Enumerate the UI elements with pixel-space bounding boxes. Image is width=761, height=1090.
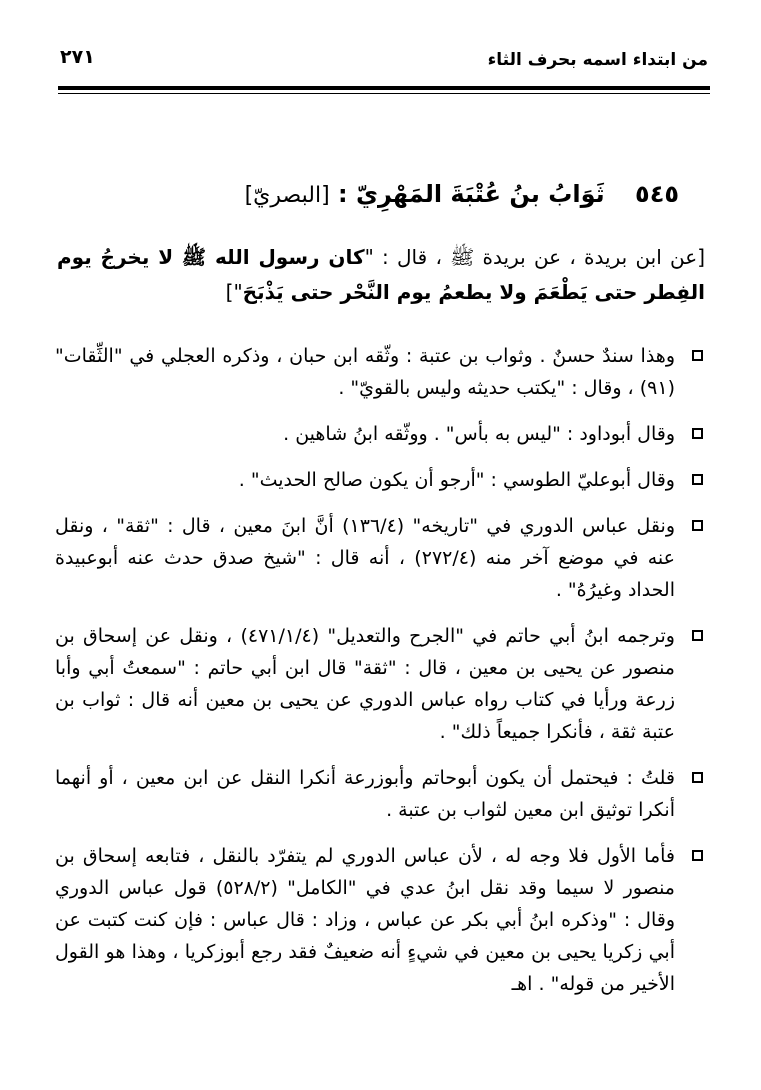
commentary-paragraph xyxy=(55,762,705,826)
entry-name: ثَوَابُ بنُ عُتْبَةَ المَهْرِيّ : xyxy=(338,180,605,208)
commentary-paragraph xyxy=(55,340,705,404)
paragraph-text: وقال أبوداود : "ليس به بأس" . ووثّقه ابنُ شاهين . xyxy=(283,423,675,445)
page-number: ٢٧١ xyxy=(60,46,95,68)
square-bullet-icon xyxy=(692,772,703,783)
commentary-paragraph xyxy=(55,418,705,450)
header-rule-thick xyxy=(58,86,710,90)
commentary xyxy=(55,340,705,1014)
hadith-text xyxy=(57,240,705,310)
entry-number: ٥٤٥ xyxy=(635,180,679,208)
commentary-paragraph xyxy=(55,464,705,496)
square-bullet-icon xyxy=(692,520,703,531)
hadith-matn: كان رسول الله ﷺ لا يخرجُ يوم الفِطر حتى يَطْعَمَ ولا يطعمُ يوم النَّحْر حتى يَذْبَحَ xyxy=(57,245,705,304)
square-bullet-icon xyxy=(692,474,703,485)
paragraph-text: وهذا سندٌ حسنٌ . وثواب بن عتبة : وثّقه ابن حبان ، وذكره العجلي في "الثِّقات" (٩١) ، وقال : "يكتب حديثه وليس بالقويّ" . xyxy=(55,345,675,399)
page-header xyxy=(58,44,708,74)
commentary-paragraph xyxy=(55,840,705,1000)
paragraph-text: ونقل عباس الدوري في "تاريخه" (١٣٦/٤) أنَّ ابنَ معين ، قال : "ثقة" ، ونقل عنه في موضع آخر منه (٢٧٢/٤) ، أنه قال : "شيخ صدق حدث عنه أبوعبيدة الحداد وغيرُهُ" . xyxy=(55,515,676,601)
hadith-closing: "] xyxy=(225,280,243,304)
running-title: من ابتداء اسمه بحرف الثاء xyxy=(487,50,708,70)
entry-heading xyxy=(79,180,679,208)
square-bullet-icon xyxy=(692,350,703,361)
paragraph-text: فأما الأول فلا وجه له ، لأن عباس الدوري لم يتفرّد بالنقل ، فتابعه إسحاق بن منصور لا سيما وقد نقل ابنُ عدي في "الكامل" (٥٢٨/٢) قول عباس الدوري وقال : "وذكره ابنُ أبي بكر عن عباس ، وزاد : قال عباس : فإن كنت كتبت عن أبي زكريا يحيى بن معين في شيءٍ أنه ضعيفٌ فقد رجع أبوزكريا ، وهذا هو القول الأخير من قوله" . اهـ xyxy=(55,845,675,995)
square-bullet-icon xyxy=(692,850,703,861)
commentary-paragraph xyxy=(55,620,705,748)
hadith-isnad: [عن ابن بريدة ، عن بريدة ﷺ ، قال : " xyxy=(364,245,705,269)
square-bullet-icon xyxy=(692,428,703,439)
paragraph-text: وترجمه ابنُ أبي حاتم في "الجرح والتعديل" (٤٧١/١/٤) ، ونقل عن إسحاق بن منصور عن يحيى بن معين ، قال : "ثقة" قال ابن أبي حاتم : "سمعتُ أبي وأبا زرعة ورأيا في كتاب رواه عباس الدوري عن يحيى بن معين أنه قال : ثواب بن عتبة ثقة ، فأنكرا جميعاً ذلك" . xyxy=(55,625,675,743)
header-rule-thin xyxy=(58,93,710,94)
square-bullet-icon xyxy=(692,630,703,641)
paragraph-text: وقال أبوعليّ الطوسي : "أرجو أن يكون صالح الحديث" . xyxy=(238,469,675,491)
commentary-paragraph xyxy=(55,510,705,606)
entry-origin: [البصريّ] xyxy=(244,183,330,208)
paragraph-text: قلتُ : فيحتمل أن يكون أبوحاتم وأبوزرعة أنكرا النقل عن ابن معين ، أو أنهما أنكرا توثيق ابن معين لثواب بن عتبة . xyxy=(55,767,675,821)
